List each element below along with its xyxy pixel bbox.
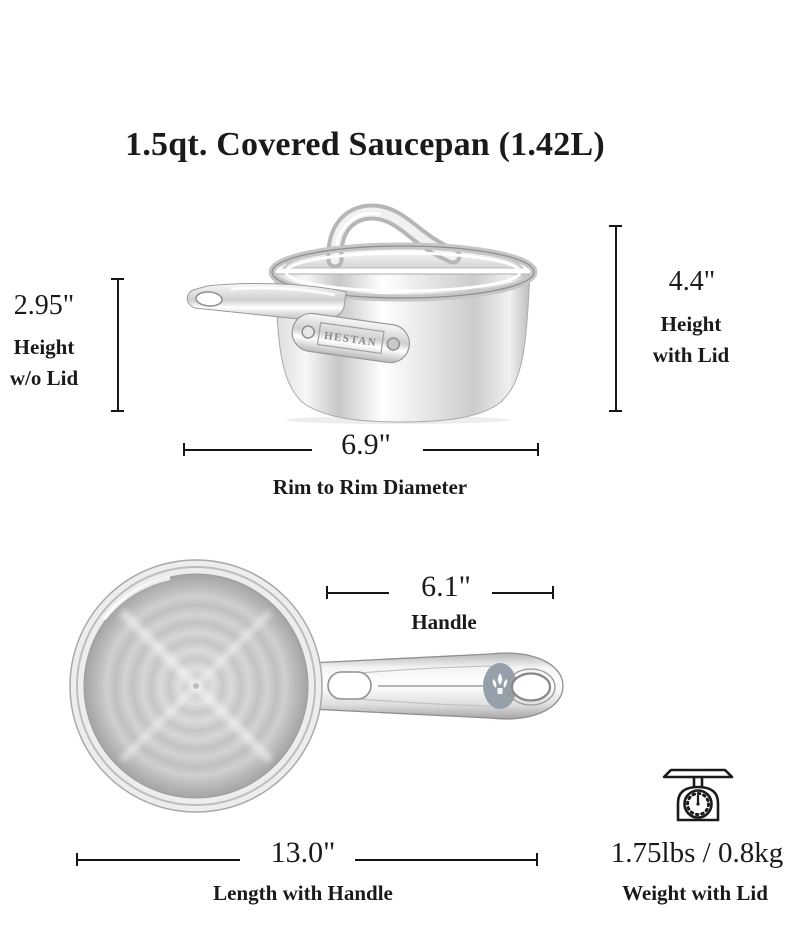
total-length-label: Length with Handle <box>213 881 393 905</box>
page-title: 1.5qt. Covered Saucepan (1.42L) <box>125 126 605 163</box>
dimension-line-height-no-lid <box>111 278 124 412</box>
height-no-lid-label-2: w/o Lid <box>9 366 79 390</box>
rim-diameter-value: 6.9" <box>341 428 391 461</box>
dimension-line-height-with-lid <box>609 225 622 412</box>
weight-value: 1.75lbs / 0.8kg <box>610 837 784 869</box>
handle-length-value: 6.1" <box>421 570 471 603</box>
saucepan-top-view-image <box>60 553 580 825</box>
saucepan-side-view-image <box>183 196 578 426</box>
height-with-lid-value: 4.4" <box>668 266 716 297</box>
total-length-value: 13.0" <box>270 836 336 869</box>
dimension-line-length <box>76 853 538 866</box>
height-with-lid-label-1: Height <box>660 312 722 336</box>
height-no-lid-value: 2.95" <box>13 290 75 321</box>
kitchen-scale-icon <box>661 766 735 823</box>
brand-text: HESTAN <box>323 329 378 350</box>
height-no-lid-label-1: Height <box>13 335 75 359</box>
pan-handle-top <box>306 653 563 719</box>
weight-label: Weight with Lid <box>622 881 768 905</box>
height-with-lid-label-2: with Lid <box>652 343 730 367</box>
handle-length-label: Handle <box>411 610 477 634</box>
rim-diameter-label: Rim to Rim Diameter <box>272 475 468 499</box>
